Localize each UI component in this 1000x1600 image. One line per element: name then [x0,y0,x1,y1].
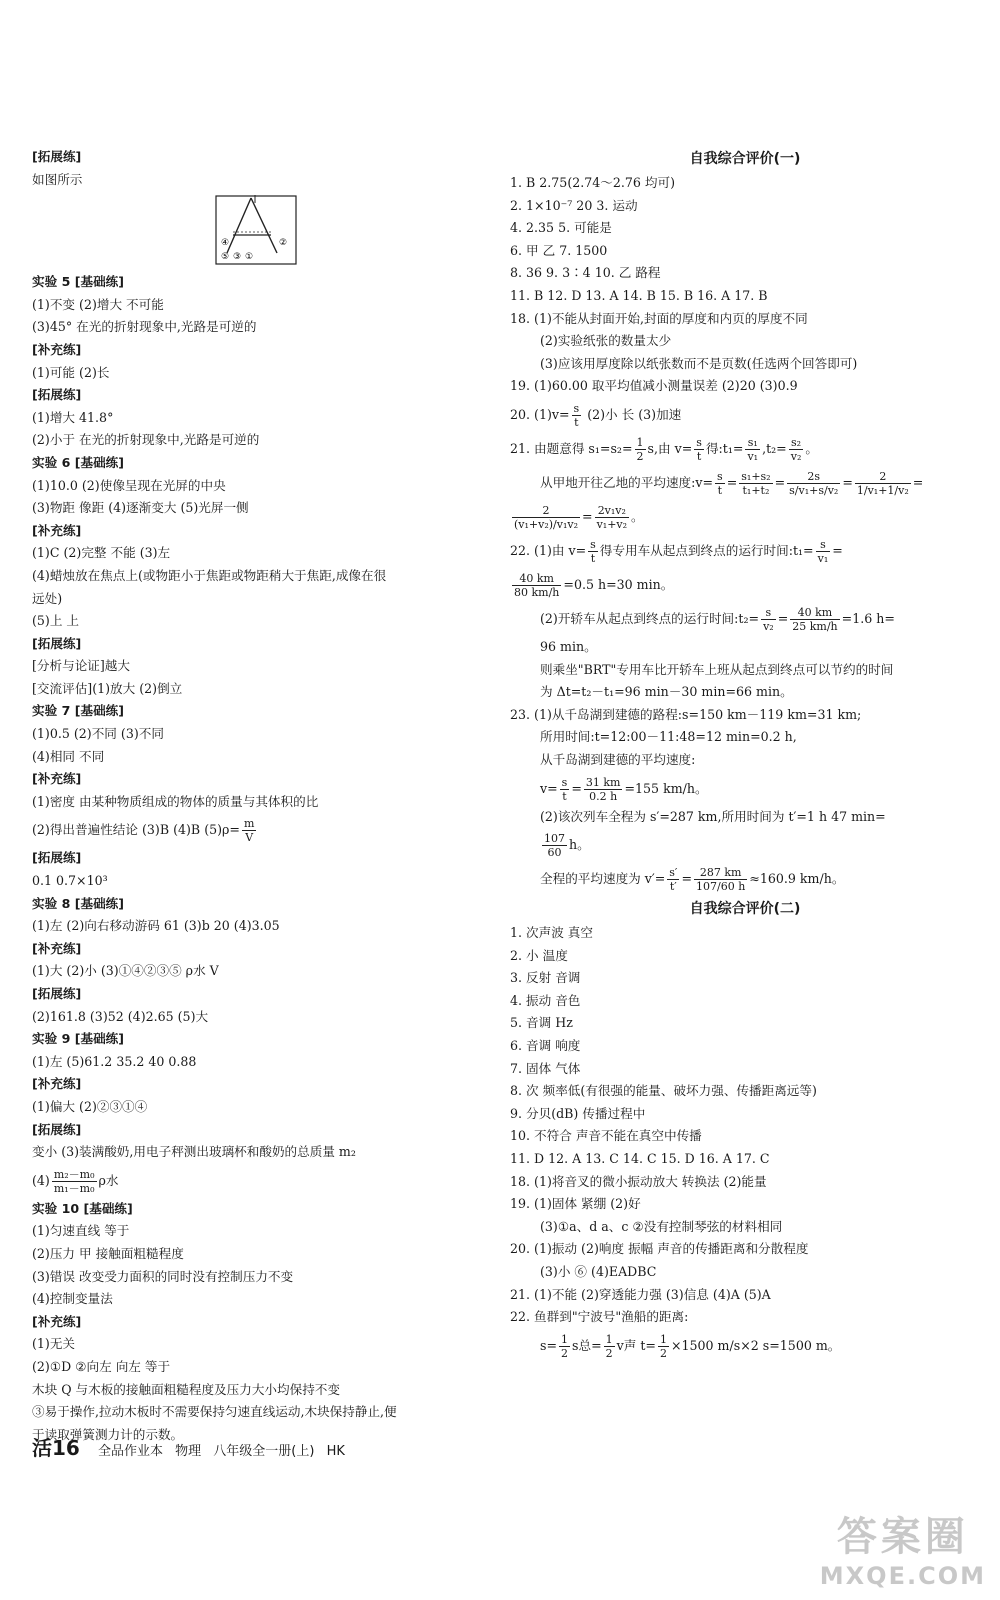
section-tag: [补充练] [32,1076,82,1092]
answer-line: (5)上 上 [32,613,80,629]
answer-text: (2)开轿车从起点到终点的运行时间:t₂= [540,610,760,626]
section-tag: [拓展练] [32,1121,82,1137]
answer-line: (1)0.5 (2)不同 (3)不同 [32,726,164,742]
answer-line [32,1164,494,1198]
answer-line: 6. 甲 乙 7. 1500 [510,242,608,258]
answer-line: (1)C (2)完整 不能 (3)左 [32,545,171,561]
diagram-label: ④ [221,238,230,249]
answer-line: (2)该次列车全程为 s′=287 km,所用时间为 t′=1 h 47 min= [540,808,886,824]
answer-line: 4. 振动 音色 [510,992,581,1008]
answer-line: 22. 鱼群到"宁波号"渔船的距离: [510,1309,689,1325]
answer-text: s= [540,1337,558,1353]
section-title: 自我综合评价(二) [689,901,801,918]
answer-text: (2)小 长 (3)加速 [587,406,682,422]
answer-line: (1)左 (2)向右移动游码 61 (3)b 20 (4)3.05 [32,918,280,934]
answer-line: (1)偏大 (2)②③①④ [32,1098,148,1114]
answer-line: 96 min。 [540,638,597,654]
answer-text: s总= [572,1337,602,1353]
page-footer [32,1432,353,1461]
answer-line [510,398,980,432]
answer-line: $\frac{40 km}{80 km/h}$ =0.5 h=30 min。 [514,571,674,599]
answer-line: 6. 音调 响度 [510,1038,581,1054]
denominator: m₁－m₀ [53,1181,95,1195]
watermark-url: MXQE.COM [819,1562,986,1590]
fraction [242,817,256,844]
answer-line: 1. B 2.75(2.74～2.76 均可) [510,175,676,190]
answer-text: ρ水 [98,1172,119,1188]
answer-text: ≈160.9 km/h。 [749,871,845,887]
answer-line: (4)相同 不同 [32,748,105,764]
denominator: V [245,831,254,845]
answer-text: ×1500 m/s×2 s=1500 m。 [670,1337,841,1353]
page-number: 活16 [32,1436,80,1460]
answer-line: (1)无关 [32,1336,76,1352]
answer-line: 远处) [32,590,63,606]
diagram-label: ③ [233,252,242,263]
answer-line: (3)错误 改变受力面积的同时没有控制压力不变 [32,1268,294,1284]
numerator: m [244,817,255,831]
section-tag: [拓展练] [32,635,82,651]
answer-line: 11. D 12. A 13. C 14. C 15. D 16. A 17. C [510,1151,770,1167]
answer-line: ③易于操作,拉动木板时不需要保持匀速直线运动,木块保持静止,便 [32,1404,397,1420]
answer-line: 于读取弹簧测力计的示数。 [32,1426,184,1442]
section-tag: [补充练] [32,771,82,787]
answer-line: 4. 2.35 5. 可能是 [510,220,612,236]
refraction-diagram [215,195,297,265]
answer-line: 2. 小 温度 [510,947,568,963]
grade: 八年级全一册(上) [213,1444,315,1459]
answer-line: 从甲地开往乙地的平均速度:v= $\frac{s}{t}$ = $\frac{\text{s₁+s₂}}{\text{t₁+t₂}}$ = $\frac{2s}{\text{s/v₁+s/v₂}}$ = $\frac{2}{\text{1/v₁+1/v₂}}$ = [540,469,924,497]
diagram-label: ① [245,252,254,263]
answer-line: (2)开轿车从起点到终点的运行时间:t₂= $\frac{s}{\text{v₂}}$ = $\frac{40 km}{25 km/h}$ =1.6 h= [540,605,895,633]
answer-line: 如图所示 [32,171,83,187]
answer-text: 20. (1)v= [510,406,570,422]
answer-line: $\frac{107}{60}$ h。 [544,832,590,860]
answer-line: [分析与论证]越大 [32,658,130,674]
answer-line: 则乘坐"BRT"专用车比开轿车上班从起点到终点可以节约的时间 [540,661,894,677]
answer-text: =1.6 h= [841,610,895,626]
book-title: 全品作业本 [97,1444,163,1459]
answer-text: v声 t= [616,1337,656,1353]
section-tag: [拓展练] [32,149,82,164]
fraction: $\frac{s}{t}$ [696,435,702,463]
fraction: $\frac{1}{2}$ [636,435,644,463]
watermark-text: 答案圈 [836,1514,969,1560]
answer-line: v= $\frac{s}{t}$ = $\frac{31 km}{0.2 h}$ =155 km/h。 [540,775,708,803]
answer-line: 19. (1)60.00 取平均值减小测量误差 (2)20 (3)0.9 [510,378,798,394]
section-tag: 实验 5 [基础练] [32,274,125,290]
fraction [52,1168,97,1195]
answer-line: (2)161.8 (3)52 (4)2.65 (5)大 [32,1008,209,1024]
answer-line: 19. (1)固体 紧绷 (2)好 [510,1196,641,1212]
subject: 物理 [175,1444,202,1459]
answer-line: 20. (1)振动 (2)响度 振幅 声音的传播距离和分散程度 [510,1241,809,1257]
diagram-label: ⑤ [221,252,230,263]
answer-text: (2)得出普遍性结论 (3)B (4)B (5)ρ= [32,822,240,838]
section-tag: [补充练] [32,522,82,538]
answer-line: 3. 反射 音调 [510,970,581,986]
answer-text: h。 [569,837,590,853]
section-tag: [拓展练] [32,387,82,403]
answer-line: (4)蜡烛放在焦点上(或物距小于焦距或物距稍大于焦距,成像在很 [32,567,387,583]
answer-line: (4)控制变量法 [32,1291,113,1307]
section-tag: 实验 8 [基础练] [32,895,125,911]
answer-line: (3)物距 像距 (4)逐渐变大 (5)光屏一侧 [32,500,249,516]
answer-text: 得:t₁= [705,440,744,456]
answer-line: 1. 次声波 真空 [510,925,593,941]
answer-line: 18. (1)不能从封面开始,封面的厚度和内页的厚度不同 [510,310,808,326]
answer-line: [交流评估](1)放大 (2)倒立 [32,680,183,696]
answer-line: (1)10.0 (2)使像呈现在光屏的中央 [32,477,226,493]
answer-line: (1)可能 (2)长 [32,364,110,380]
answer-line: 全程的平均速度为 v′= $\frac{s'}{t'}$ = $\frac{287 km}{107/60 h}$ ≈160.9 km/h。 [540,866,845,894]
answer-line: 11. B 12. D 13. A 14. B 15. B 16. A 17. B [510,287,768,303]
fraction: $\frac{\text{s₁}}{\text{v₁}}$ [747,435,759,463]
answer-line: 21. (1)不能 (2)穿透能力强 (3)信息 (4)A (5)A [510,1286,771,1302]
answer-text: =0.5 h=30 min。 [563,576,674,592]
answer-text: 全程的平均速度为 v′= [540,871,666,887]
answer-line: $\frac{2}{\text{(v₁+v₂)/v₁v₂}}$ = $\frac{\text{2v₁v₂}}{\text{v₁+v₂}}$ 。 [514,503,644,531]
answer-line: 10. 不符合 声音不能在真空中传播 [510,1128,702,1144]
section-tag: 实验 9 [基础练] [32,1031,125,1047]
answer-line: (2)小于 在光的折射现象中,光路是可逆的 [32,432,260,448]
fraction: $\frac{\text{s₂}}{\text{v₂}}$ [790,435,802,463]
answer-line: (3)45° 在光的折射现象中,光路是可逆的 [32,319,257,335]
answer-line: (2)压力 甲 接触面粗糙程度 [32,1245,184,1261]
fraction: $\frac{s}{t}$ [573,401,580,429]
numerator: m₂－m₀ [53,1167,95,1181]
answer-line: 2. 1×10⁻⁷ 20 3. 运动 [510,197,638,213]
answer-line: 23. (1)从千岛湖到建德的路程:s=150 km－119 km=31 km; [510,706,862,722]
answer-line: 22. (1)由 v= $\frac{s}{t}$ 得专用车从起点到终点的运行时间:t₁= $\frac{s}{\text{v₁}}$ = [510,537,843,565]
right-column [510,146,980,1363]
section-tag: 实验 10 [基础练] [32,1200,133,1216]
answer-text: 21. 由题意得 s₁=s₂= [510,440,633,456]
answer-text: ,t₂= [762,440,787,456]
answer-line: 变小 (3)装满酸奶,用电子秤测出玻璃杯和酸奶的总质量 m₂ [32,1144,356,1160]
answer-line: s= $\frac{1}{2}$ s总= $\frac{1}{2}$ v声 t= $\frac{1}{2}$ ×1500 m/s×2 s=1500 m。 [540,1332,841,1360]
diagram-label: ② [279,238,288,249]
answer-line: 所用时间:t=12:00－11:48=12 min=0.2 h, [540,729,797,745]
answer-text: (4) [32,1172,50,1188]
answer-text: s,由 v= [647,440,693,456]
answer-line [32,813,494,847]
answer-text: v= [540,780,558,796]
watermark [820,1505,986,1590]
answer-line: (3)小 ⑥ (4)EADBC [540,1264,657,1279]
answer-line: (2)实验纸张的数量太少 [540,333,672,349]
section-tag: [补充练] [32,341,82,357]
answer-line: 21. 由题意得 s₁=s₂= $\frac{1}{2}$ s,由 v= $\frac{s}{t}$ 得:t₁= $\frac{\text{s₁}}{\text{v₁}}$ ,t₂= $\frac{\text{s₂}}{\text{v₂}}$ 。 [510,435,818,463]
answer-line: (3)应该用厚度除以纸张数而不是页数(任选两个回答即可) [540,355,858,371]
answer-text: 22. (1)由 v= [510,542,587,558]
answer-line: (2)①D ②向左 向左 等于 [32,1358,171,1374]
answer-text: 从甲地开往乙地的平均速度:v= [540,474,714,490]
section-tag: 实验 6 [基础练] [32,454,125,470]
section-tag: [补充练] [32,1313,82,1329]
answer-line: 8. 36 9. 3∶4 10. 乙 路程 [510,265,661,281]
answer-line: 18. (1)将音叉的微小振动放大 转换法 (2)能量 [510,1173,767,1189]
answer-line: (1)左 (5)61.2 35.2 40 0.88 [32,1053,197,1069]
answer-line: 7. 固体 气体 [510,1060,581,1076]
edition: HK [326,1444,345,1459]
answer-text: =155 km/h。 [624,780,708,796]
section-tag: [拓展练] [32,986,82,1001]
answer-line: (1)匀速直线 等于 [32,1223,130,1239]
section-tag: [拓展练] [32,850,82,866]
answer-line: 为 Δt=t₂－t₁=96 min－30 min=66 min。 [540,684,793,700]
answer-text: 得专用车从起点到终点的运行时间:t₁= [599,542,814,558]
answer-line: (1)大 (2)小 (3)①④②③⑤ ρ水 V [32,963,219,979]
answer-line: (1)不变 (2)增大 不可能 [32,296,164,312]
section-title: 自我综合评价(一) [689,151,801,167]
left-column [32,146,494,1446]
section-tag: [补充练] [32,940,82,956]
answer-line: 木块 Q 与木板的接触面粗糙程度及压力大小均保持不变 [32,1381,340,1397]
answer-line: (1)密度 由某种物质组成的物体的质量与其体积的比 [32,793,319,809]
answer-line: 5. 音调 Hz [510,1015,573,1031]
answer-line: 从千岛湖到建德的平均速度: [540,751,696,767]
section-tag: 实验 7 [基础练] [32,703,125,719]
answer-line: 0.1 0.7×10³ [32,873,108,889]
answer-line: (1)增大 41.8° [32,409,114,425]
answer-line: 8. 次 频率低(有很强的能量、破坏力强、传播距离远等) [510,1083,817,1099]
answer-line: (3)①a、d a、c ②没有控制琴弦的材料相同 [540,1218,783,1234]
answer-line: 9. 分贝(dB) 传播过程中 [510,1105,646,1121]
